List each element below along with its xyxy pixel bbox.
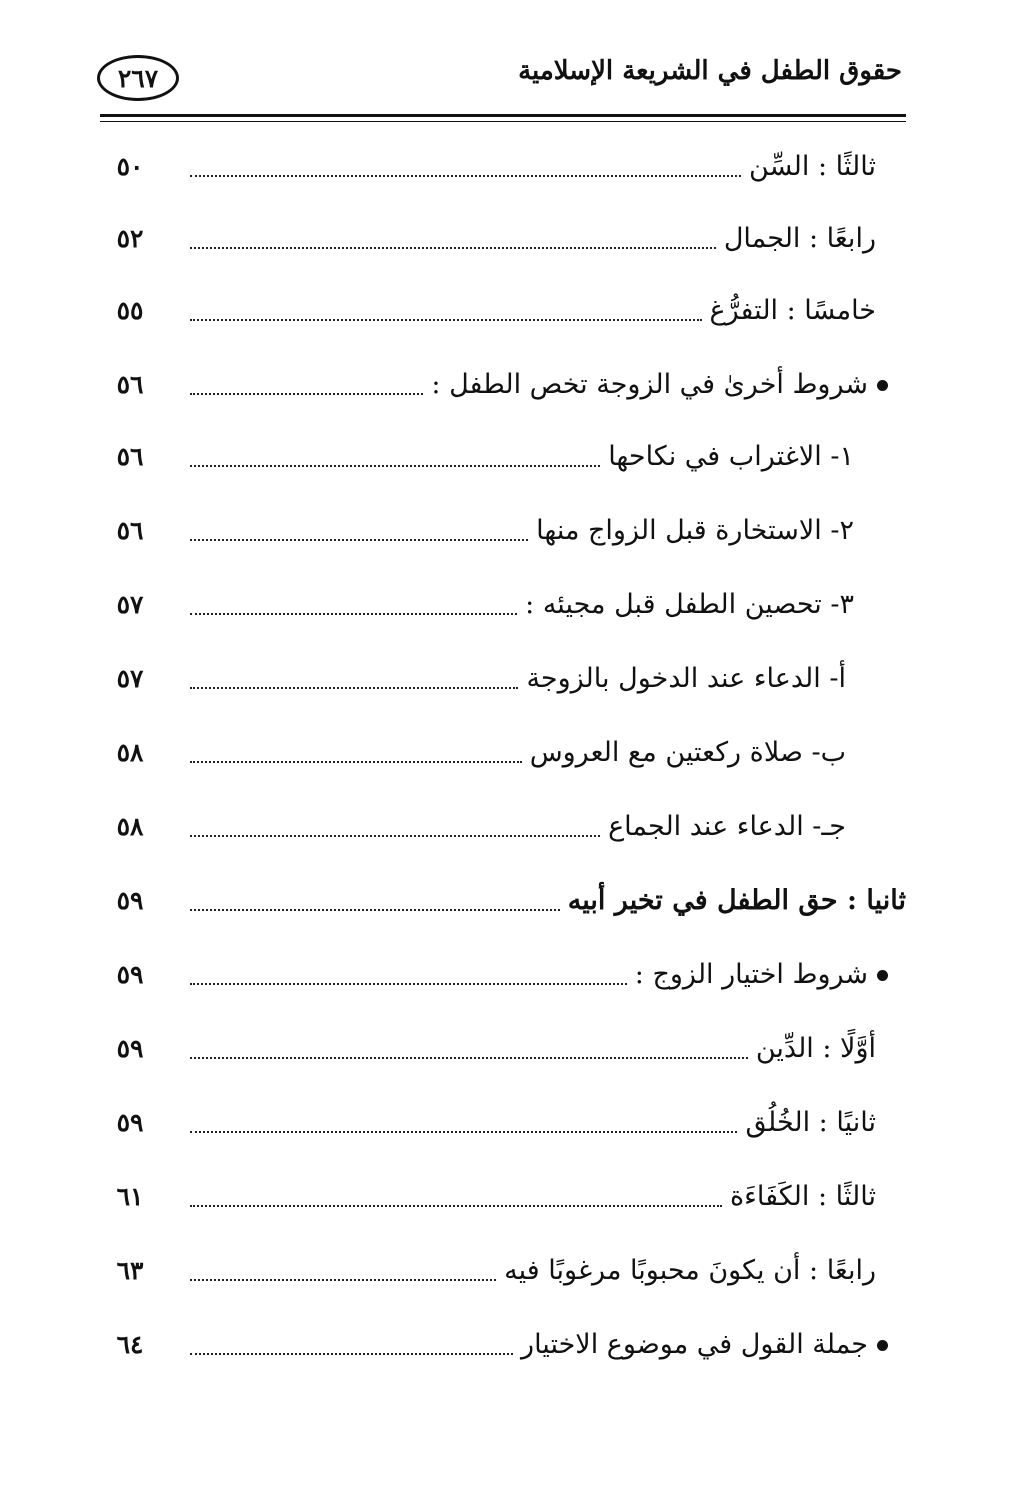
toc-page-number: ٥٦ [116,370,144,399]
toc-row [100,144,906,190]
toc-entry-text: ثالثًا : السِّن [749,151,876,182]
dot-leader [190,539,528,541]
toc-entry-text: ٢- الاستخارة قبل الزواج منها [536,515,854,546]
dot-leader [190,687,518,689]
toc-entry-text: أ- الدعاء عند الدخول بالزوجة [526,663,846,694]
toc-row [100,1100,906,1146]
toc-row [100,1322,906,1368]
toc-entry-text: ثانيا : حق الطفل في تخير أبيه [567,885,906,916]
toc-entry-text: شروط اختيار الزوج : [634,959,868,990]
dot-leader [190,909,560,911]
toc-page-number: ٥٦ [116,516,144,545]
dot-leader [190,175,741,177]
dot-leader [190,1205,722,1207]
toc-row [100,582,906,628]
bullet-icon [877,1340,888,1351]
dot-leader [190,1131,737,1133]
toc-page-number: ٦٣ [116,1256,144,1285]
bullet-icon [877,380,888,391]
toc-row [100,288,906,334]
toc-page-number: ٥٢ [116,224,144,253]
toc-row [100,730,906,776]
dot-leader [190,761,522,763]
toc-entry-text: ثانيًا : الخُلُق [745,1107,876,1138]
dot-leader [190,319,702,321]
toc-entry-text: شروط أخرىٰ في الزوجة تخص الطفل : [431,369,868,400]
toc-page-number: ٥٦ [116,442,144,471]
toc-entry-text: جملة القول في موضوع الاختيار [521,1329,868,1360]
toc-row [100,434,906,480]
toc-row [100,1248,906,1294]
toc-row [100,656,906,702]
toc-page-number: ٥٧ [116,664,144,693]
toc-row [100,362,906,408]
toc-page-number: ٥٠ [116,152,144,181]
toc-page-number: ٥٩ [116,960,144,989]
toc-entry-text: ١- الاغتراب في نكاحها [608,441,854,472]
toc-entry-text: ب- صلاة ركعتين مع العروس [529,737,846,768]
dot-leader [190,1353,513,1355]
dot-leader [190,465,600,467]
toc-row [100,1026,906,1072]
toc-row [100,1174,906,1220]
toc-page-number: ٥٧ [116,590,144,619]
toc-page-number: ٥٩ [116,1034,144,1063]
toc-entry-text: رابعًا : الجمال [723,223,876,254]
page-number: ٢٦٧ [117,63,159,93]
toc-entry-text: أوَّلًا : الدِّين [755,1033,876,1064]
bullet-icon [877,970,888,981]
toc-row [100,804,906,850]
toc-entry-text: جـ- الدعاء عند الجماع [608,811,846,842]
dot-leader [190,613,517,615]
dot-leader [190,393,423,395]
toc-page-number: ٥٨ [116,812,144,841]
toc-page-number: ٦١ [116,1182,144,1211]
toc-row [100,216,906,262]
dot-leader [190,983,627,985]
dot-leader [190,835,600,837]
toc-entry-text: رابعًا : أن يكونَ محبوبًا مرغوبًا فيه [504,1255,876,1286]
toc-page-number: ٥٩ [116,1108,144,1137]
dot-leader [190,1057,748,1059]
dot-leader [190,1279,496,1281]
dot-leader [190,247,716,249]
running-header-title: حقوق الطفل في الشريعة الإسلامية [518,56,902,86]
toc-row [100,952,906,998]
toc-entry-text: ثالثًا : الكَفَاءَة [730,1181,876,1212]
toc-entry-text: خامسًا : التفرُّغ [709,295,876,326]
toc-page-number: ٥٩ [116,886,144,915]
toc-page-number: ٥٨ [116,738,144,767]
toc-page-number: ٥٥ [116,296,144,325]
toc-entry-text: ٣- تحصين الطفل قبل مجيئه : [525,589,854,620]
toc-row [100,508,906,554]
toc-page-number: ٦٤ [116,1330,144,1359]
toc-row [100,878,906,924]
